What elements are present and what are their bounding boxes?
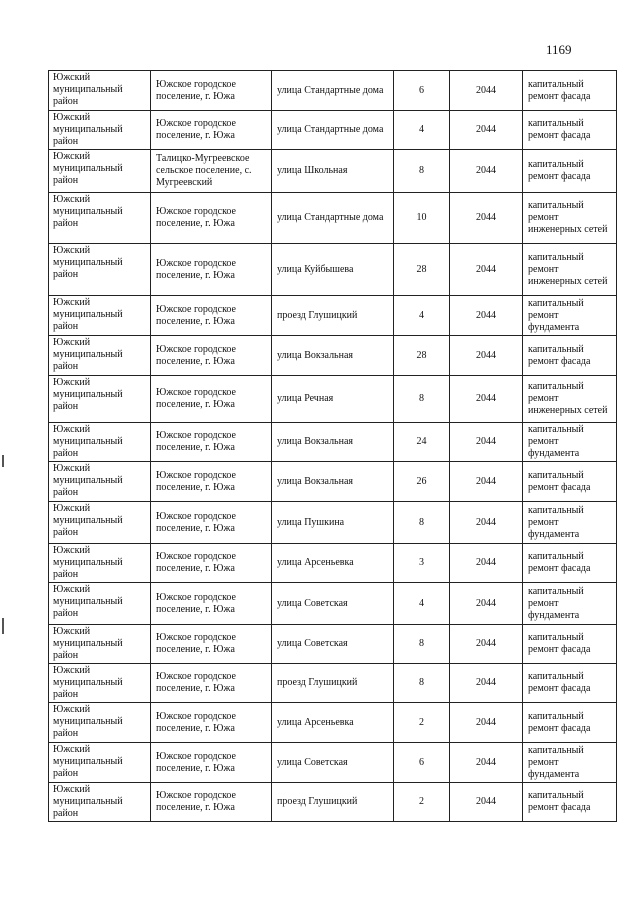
table-row (49, 336, 617, 376)
cell-street: проезд Глушицкий (272, 783, 394, 822)
page-number: 1169 (546, 42, 572, 57)
table-row (49, 376, 617, 423)
table-row (49, 296, 617, 336)
cell-settlement: Южское городское поселение, г. Южа (151, 296, 272, 336)
cell-district: Южский муниципальный район (49, 296, 151, 336)
cell-year: 2044 (450, 664, 523, 703)
table-row (49, 244, 617, 296)
cell-house-number: 2 (394, 783, 450, 822)
cell-house-number: 4 (394, 583, 450, 625)
cell-district: Южский муниципальный район (49, 703, 151, 743)
cell-street: улица Арсеньевка (272, 703, 394, 743)
cell-district: Южский муниципальный район (49, 583, 151, 625)
table-row (49, 71, 617, 111)
cell-year: 2044 (450, 583, 523, 625)
cell-work-type: капитальный ремонт фасада (523, 336, 617, 376)
cell-work-type: капитальный ремонт фундамента (523, 502, 617, 544)
table-row (49, 743, 617, 783)
cell-year: 2044 (450, 625, 523, 664)
cell-house-number: 10 (394, 193, 450, 244)
cell-year: 2044 (450, 544, 523, 583)
cell-year: 2044 (450, 296, 523, 336)
cell-district: Южский муниципальный район (49, 376, 151, 423)
cell-year: 2044 (450, 783, 523, 822)
table-row (49, 423, 617, 462)
cell-district: Южский муниципальный район (49, 150, 151, 193)
cell-year: 2044 (450, 150, 523, 193)
cell-district: Южский муниципальный район (49, 625, 151, 664)
cell-house-number: 2 (394, 703, 450, 743)
cell-settlement: Южское городское поселение, г. Южа (151, 71, 272, 111)
cell-settlement: Талицко-Мугреевское сельское поселение, с. Мугреевский (151, 150, 272, 193)
cell-house-number: 4 (394, 296, 450, 336)
cell-year: 2044 (450, 376, 523, 423)
cell-year: 2044 (450, 336, 523, 376)
cell-district: Южский муниципальный район (49, 336, 151, 376)
cell-settlement: Южское городское поселение, г. Южа (151, 376, 272, 423)
cell-settlement: Южское городское поселение, г. Южа (151, 664, 272, 703)
cell-work-type: капитальный ремонт инженерных сетей (523, 193, 617, 244)
cell-settlement: Южское городское поселение, г. Южа (151, 336, 272, 376)
cell-settlement: Южское городское поселение, г. Южа (151, 502, 272, 544)
cell-year: 2044 (450, 423, 523, 462)
cell-work-type: капитальный ремонт инженерных сетей (523, 244, 617, 296)
cell-year: 2044 (450, 462, 523, 502)
cell-settlement: Южское городское поселение, г. Южа (151, 462, 272, 502)
cell-settlement: Южское городское поселение, г. Южа (151, 783, 272, 822)
scan-mark (2, 618, 4, 634)
table-row (49, 783, 617, 822)
cell-district: Южский муниципальный район (49, 111, 151, 150)
cell-work-type: капитальный ремонт фундамента (523, 743, 617, 783)
cell-year: 2044 (450, 703, 523, 743)
cell-street: улица Речная (272, 376, 394, 423)
table-row (49, 502, 617, 544)
cell-district: Южский муниципальный район (49, 783, 151, 822)
cell-street: улица Арсеньевка (272, 544, 394, 583)
cell-work-type: капитальный ремонт фундамента (523, 423, 617, 462)
cell-work-type: капитальный ремонт фасада (523, 783, 617, 822)
cell-settlement: Южское городское поселение, г. Южа (151, 111, 272, 150)
cell-district: Южский муниципальный район (49, 664, 151, 703)
cell-street: улица Вокзальная (272, 336, 394, 376)
cell-work-type: капитальный ремонт фундамента (523, 296, 617, 336)
cell-settlement: Южское городское поселение, г. Южа (151, 544, 272, 583)
cell-house-number: 8 (394, 502, 450, 544)
cell-year: 2044 (450, 193, 523, 244)
table-body (49, 71, 617, 822)
table-row (49, 703, 617, 743)
cell-work-type: капитальный ремонт фундамента (523, 583, 617, 625)
cell-house-number: 8 (394, 376, 450, 423)
table-row (49, 193, 617, 244)
cell-work-type: капитальный ремонт фасада (523, 462, 617, 502)
table-row (49, 625, 617, 664)
cell-district: Южский муниципальный район (49, 743, 151, 783)
cell-settlement: Южское городское поселение, г. Южа (151, 703, 272, 743)
cell-street: улица Стандартные дома (272, 111, 394, 150)
cell-year: 2044 (450, 111, 523, 150)
cell-street: улица Советская (272, 625, 394, 664)
cell-house-number: 24 (394, 423, 450, 462)
cell-work-type: капитальный ремонт фасада (523, 150, 617, 193)
cell-work-type: капитальный ремонт инженерных сетей (523, 376, 617, 423)
cell-work-type: капитальный ремонт фасада (523, 111, 617, 150)
cell-street: улица Советская (272, 743, 394, 783)
cell-work-type: капитальный ремонт фасада (523, 703, 617, 743)
table-row (49, 462, 617, 502)
table-row (49, 544, 617, 583)
cell-work-type: капитальный ремонт фасада (523, 664, 617, 703)
cell-district: Южский муниципальный район (49, 244, 151, 296)
cell-house-number: 28 (394, 336, 450, 376)
cell-house-number: 28 (394, 244, 450, 296)
cell-year: 2044 (450, 502, 523, 544)
cell-year: 2044 (450, 244, 523, 296)
cell-district: Южский муниципальный район (49, 502, 151, 544)
cell-settlement: Южское городское поселение, г. Южа (151, 244, 272, 296)
cell-house-number: 8 (394, 150, 450, 193)
cell-street: улица Стандартные дома (272, 193, 394, 244)
cell-house-number: 8 (394, 664, 450, 703)
cell-house-number: 26 (394, 462, 450, 502)
cell-district: Южский муниципальный район (49, 544, 151, 583)
table-row (49, 583, 617, 625)
cell-street: улица Советская (272, 583, 394, 625)
cell-house-number: 8 (394, 625, 450, 664)
cell-district: Южский муниципальный район (49, 462, 151, 502)
cell-settlement: Южское городское поселение, г. Южа (151, 583, 272, 625)
cell-district: Южский муниципальный район (49, 71, 151, 111)
cell-street: улица Вокзальная (272, 462, 394, 502)
cell-settlement: Южское городское поселение, г. Южа (151, 193, 272, 244)
cell-district: Южский муниципальный район (49, 193, 151, 244)
cell-settlement: Южское городское поселение, г. Южа (151, 423, 272, 462)
cell-street: проезд Глушицкий (272, 664, 394, 703)
cell-house-number: 6 (394, 71, 450, 111)
cell-work-type: капитальный ремонт фасада (523, 625, 617, 664)
cell-street: улица Стандартные дома (272, 71, 394, 111)
cell-street: улица Школьная (272, 150, 394, 193)
cell-district: Южский муниципальный район (49, 423, 151, 462)
table-row (49, 664, 617, 703)
table-row (49, 111, 617, 150)
cell-street: улица Вокзальная (272, 423, 394, 462)
cell-street: улица Куйбышева (272, 244, 394, 296)
cell-work-type: капитальный ремонт фасада (523, 544, 617, 583)
cell-year: 2044 (450, 743, 523, 783)
cell-house-number: 3 (394, 544, 450, 583)
cell-settlement: Южское городское поселение, г. Южа (151, 743, 272, 783)
cell-house-number: 4 (394, 111, 450, 150)
cell-work-type: капитальный ремонт фасада (523, 71, 617, 111)
scan-mark (2, 455, 4, 467)
cell-street: улица Пушкина (272, 502, 394, 544)
table-row (49, 150, 617, 193)
cell-house-number: 6 (394, 743, 450, 783)
repair-schedule-table (48, 70, 617, 822)
cell-year: 2044 (450, 71, 523, 111)
cell-settlement: Южское городское поселение, г. Южа (151, 625, 272, 664)
cell-street: проезд Глушицкий (272, 296, 394, 336)
